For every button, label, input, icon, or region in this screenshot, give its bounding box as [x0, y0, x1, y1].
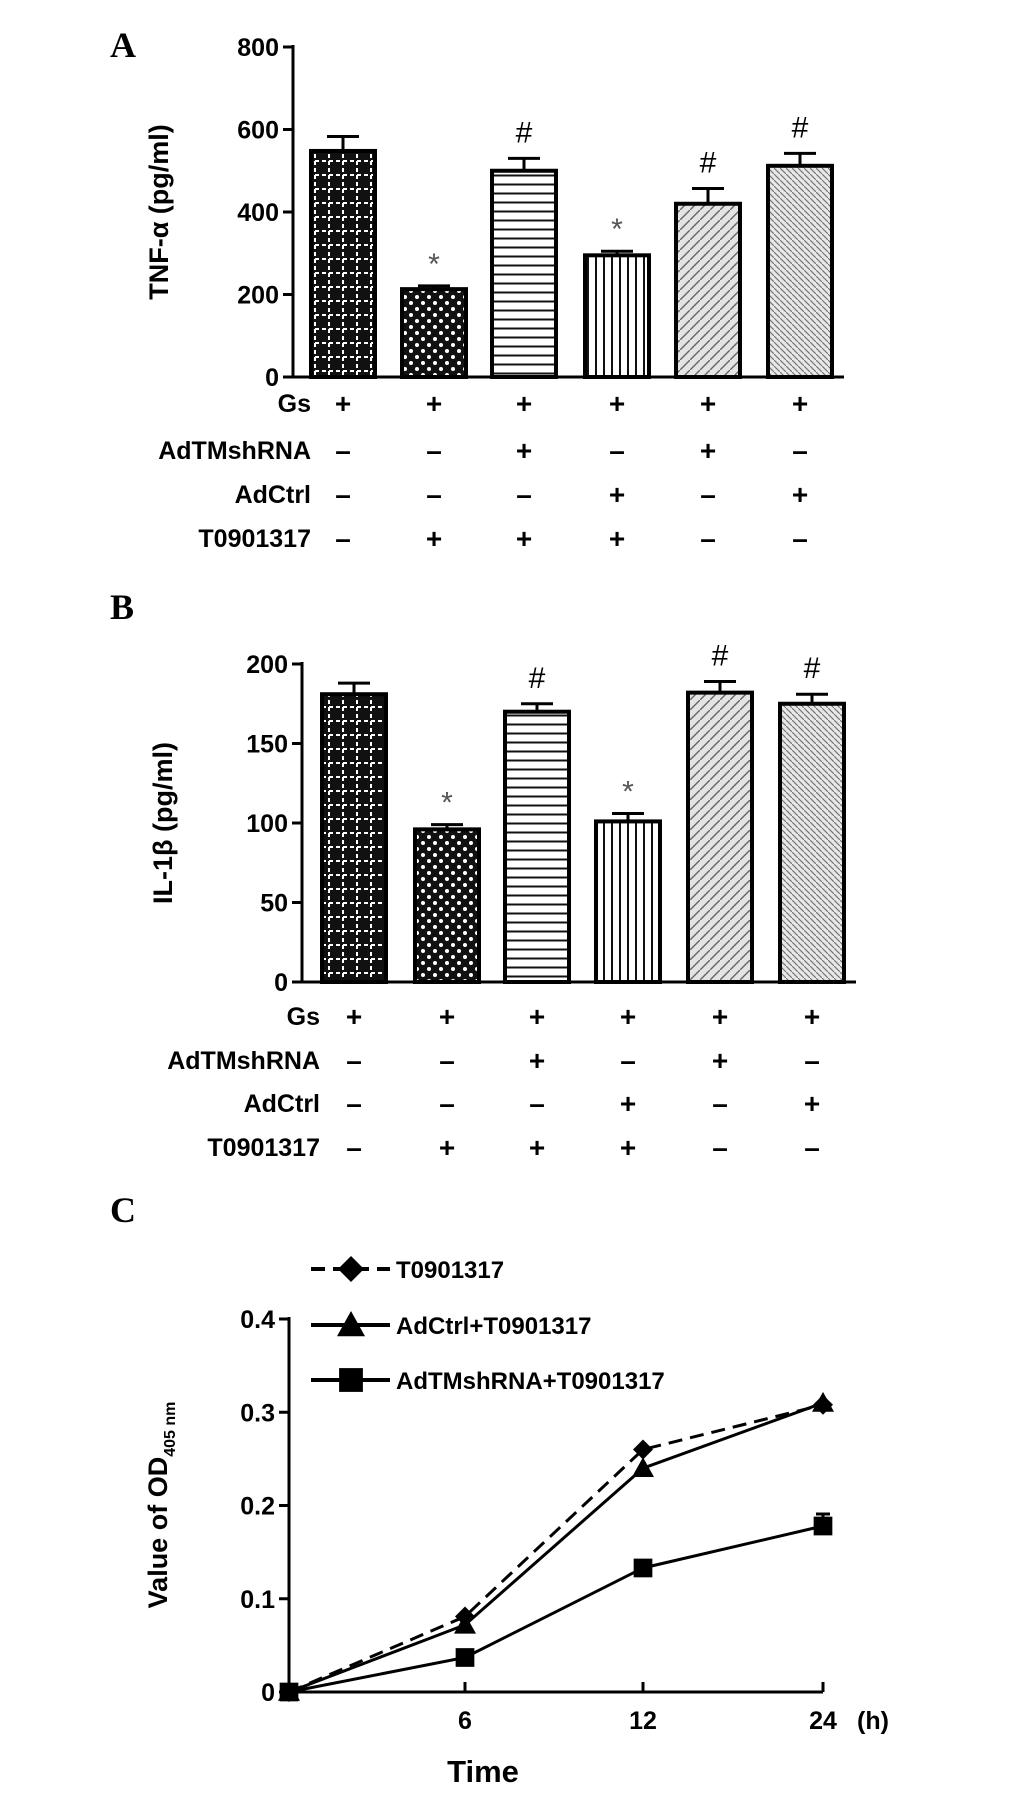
condition-minus: – [516, 479, 532, 510]
condition-label: AdCtrl [234, 481, 311, 509]
bar [780, 704, 844, 982]
condition-label: Gs [286, 1003, 320, 1031]
bar [768, 166, 832, 377]
y-axis-label-subscript: 405 nm [162, 1401, 179, 1457]
condition-minus: – [804, 1045, 820, 1076]
y-axis-label-main: Value of OD [143, 1456, 173, 1609]
marker-square [339, 1368, 363, 1392]
y-tick-label: 600 [237, 116, 279, 145]
y-tick-label: 400 [237, 199, 279, 227]
bar [596, 821, 660, 982]
y-tick-label: 0 [274, 969, 288, 997]
condition-minus: – [346, 1045, 362, 1076]
marker-square [634, 1559, 653, 1578]
condition-label: AdTMshRNA [158, 437, 311, 465]
condition-minus: – [620, 1045, 636, 1076]
condition-plus: + [699, 435, 717, 466]
condition-minus: – [712, 1088, 728, 1119]
significance-hash: # [528, 661, 546, 695]
condition-minus: – [792, 435, 808, 466]
condition-plus: + [608, 479, 626, 510]
bar [322, 694, 386, 982]
marker-diamond [338, 1256, 364, 1282]
significance-star: * [611, 213, 623, 247]
condition-plus: + [608, 523, 626, 554]
y-tick-label: 0 [265, 364, 279, 392]
legend-entry [311, 1311, 591, 1340]
condition-minus: – [439, 1045, 455, 1076]
condition-plus: + [619, 1088, 637, 1119]
panel-c-line-chart [143, 1256, 889, 1789]
bar [585, 255, 649, 377]
y-tick-label: 0 [261, 1679, 275, 1707]
bar [311, 151, 375, 377]
condition-minus: – [804, 1132, 820, 1163]
condition-minus: – [335, 479, 351, 510]
condition-plus: + [515, 388, 533, 419]
bar [492, 171, 556, 377]
panel-label-a: A [110, 25, 136, 65]
condition-minus: – [712, 1132, 728, 1163]
bar [402, 289, 466, 377]
condition-minus: – [792, 523, 808, 554]
condition-plus: + [438, 1001, 456, 1032]
condition-plus: + [803, 1088, 821, 1119]
significance-hash: # [711, 639, 729, 673]
x-tick-label: 6 [458, 1707, 472, 1735]
significance-hash: # [803, 652, 821, 686]
condition-minus: – [426, 479, 442, 510]
condition-minus: – [700, 523, 716, 554]
condition-plus: + [791, 388, 809, 419]
bar [676, 204, 740, 377]
marker-square [456, 1648, 475, 1667]
x-axis-label: Time [447, 1754, 519, 1789]
condition-plus: + [425, 388, 443, 419]
legend-entry [311, 1256, 504, 1284]
condition-minus: – [439, 1088, 455, 1119]
condition-plus: + [619, 1001, 637, 1032]
y-tick-label: 0.4 [240, 1306, 275, 1334]
condition-plus: + [425, 523, 443, 554]
condition-plus: + [528, 1045, 546, 1076]
y-axis-label: TNF-α (pg/ml) [144, 124, 174, 300]
legend-label: T0901317 [396, 1257, 505, 1284]
legend-label: AdCtrl+T0901317 [396, 1313, 592, 1340]
condition-minus: – [335, 435, 351, 466]
condition-minus: – [335, 523, 351, 554]
y-tick-label: 0.2 [240, 1492, 275, 1521]
condition-minus: – [346, 1132, 362, 1163]
legend-entry [311, 1368, 665, 1395]
bar [688, 693, 752, 982]
condition-plus: + [711, 1045, 729, 1076]
y-tick-label: 800 [237, 34, 279, 62]
y-tick-label: 150 [246, 730, 288, 759]
condition-label: Gs [277, 390, 311, 418]
y-tick-label: 200 [237, 281, 279, 310]
marker-diamond [813, 1395, 833, 1415]
condition-plus: + [528, 1001, 546, 1032]
condition-plus: + [619, 1132, 637, 1163]
series-line [289, 1405, 823, 1692]
y-tick-label: 0.1 [240, 1585, 275, 1614]
y-axis-label: IL-1β (pg/ml) [148, 742, 178, 904]
legend-label: AdTMshRNA+T0901317 [396, 1368, 665, 1395]
condition-plus: + [699, 388, 717, 419]
condition-minus: – [700, 479, 716, 510]
condition-plus: + [515, 435, 533, 466]
panel-b-bar-chart [148, 639, 856, 1163]
significance-star: * [622, 775, 634, 809]
significance-hash: # [699, 146, 717, 180]
series-line [289, 1526, 823, 1692]
series-line [289, 1403, 823, 1692]
bar [505, 712, 569, 982]
condition-plus: + [345, 1001, 363, 1032]
condition-plus: + [803, 1001, 821, 1032]
panel-a-bar-chart [144, 34, 844, 554]
condition-label: AdCtrl [243, 1090, 320, 1118]
condition-plus: + [515, 523, 533, 554]
condition-label: T0901317 [198, 525, 311, 553]
y-tick-label: 50 [260, 889, 288, 918]
condition-minus: – [426, 435, 442, 466]
panel-label-c: C [110, 1190, 136, 1230]
x-unit-label: (h) [857, 1707, 889, 1735]
significance-hash: # [515, 116, 533, 150]
condition-minus: – [346, 1088, 362, 1119]
significance-hash: # [791, 111, 809, 145]
marker-triangle [632, 1457, 654, 1477]
condition-minus: – [609, 435, 625, 466]
y-tick-label: 100 [246, 810, 288, 838]
x-tick-label: 24 [809, 1707, 837, 1735]
y-tick-label: 200 [246, 651, 288, 679]
condition-plus: + [711, 1001, 729, 1032]
x-tick-label: 12 [629, 1707, 657, 1735]
condition-plus: + [791, 479, 809, 510]
condition-plus: + [438, 1132, 456, 1163]
y-axis-label [143, 1402, 179, 1609]
significance-star: * [441, 786, 453, 820]
condition-label: T0901317 [207, 1134, 320, 1162]
y-tick-label: 0.3 [240, 1399, 275, 1428]
condition-plus: + [608, 388, 626, 419]
significance-star: * [428, 247, 440, 281]
condition-minus: – [529, 1088, 545, 1119]
condition-plus: + [528, 1132, 546, 1163]
panel-label-b: B [110, 587, 135, 627]
condition-plus: + [334, 388, 352, 419]
condition-label: AdTMshRNA [167, 1047, 320, 1075]
bar [415, 829, 479, 982]
